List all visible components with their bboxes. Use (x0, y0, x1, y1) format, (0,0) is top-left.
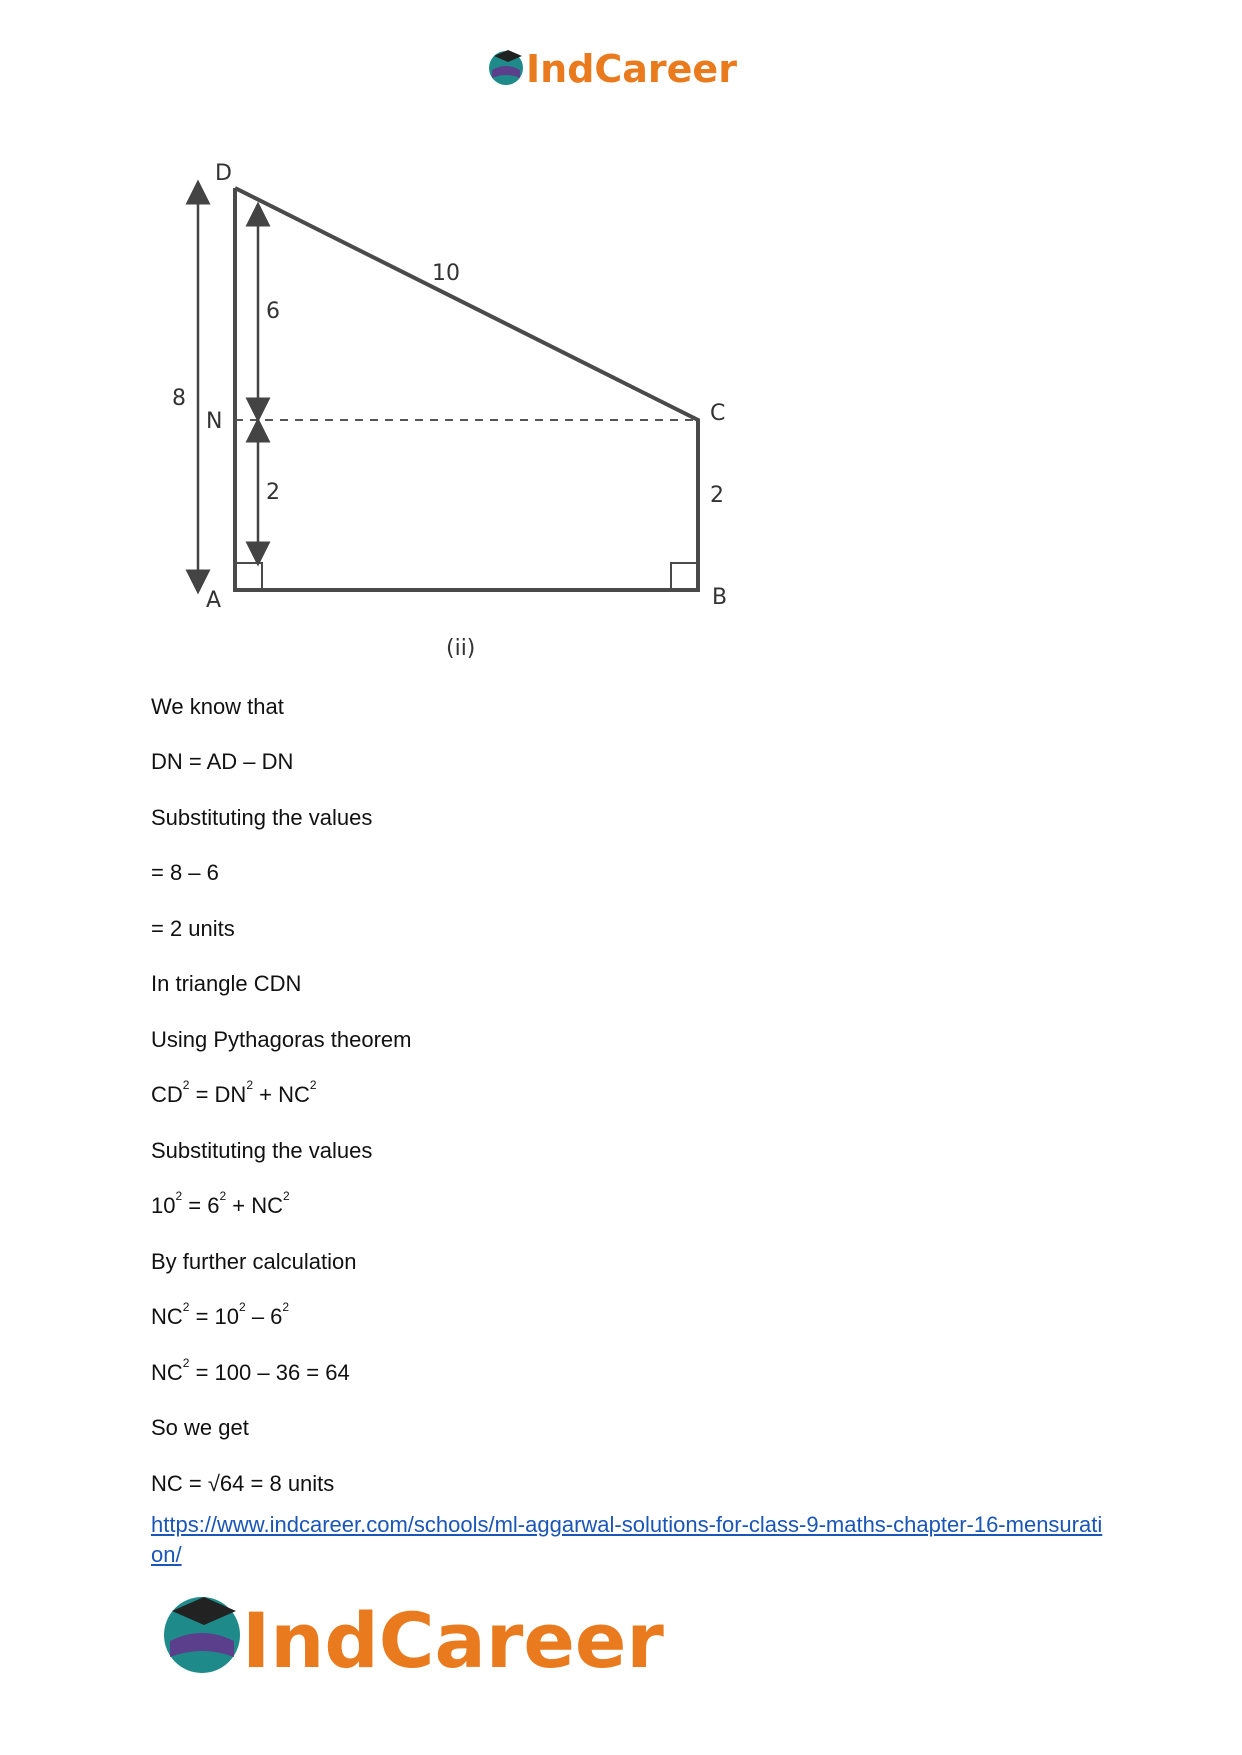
indcareer-logo-top (486, 42, 766, 92)
equation-line: $CD^2 = DN^2 + NC^2$ (151, 1078, 317, 1107)
right-angle-b (671, 563, 698, 590)
solution-line: We know that (151, 694, 284, 719)
label-d: D (215, 161, 232, 186)
logo-text: IndCareer (242, 1596, 664, 1680)
solution-line: So we get (151, 1415, 249, 1440)
solution-line: Substituting the values (151, 1138, 373, 1163)
solution-line: In triangle CDN (151, 971, 302, 996)
logo-text: IndCareer (526, 47, 737, 91)
label-n: N (206, 409, 223, 434)
label-c: C (710, 401, 726, 426)
equation-line: $10^2 = 6^2 + NC^2$ (151, 1189, 290, 1218)
right-angle-a (235, 563, 262, 590)
solution-line: = 8 – 6 (151, 860, 219, 885)
indcareer-logo-bottom (160, 1585, 705, 1680)
label-na-length: 2 (266, 480, 280, 505)
equation-line: $NC^2 = 100 - 36 = 64$ (151, 1356, 350, 1385)
label-a: A (206, 588, 222, 613)
trapezium-figure (150, 150, 750, 670)
trapezium-outline (235, 188, 698, 590)
label-ad-length: 8 (172, 386, 186, 411)
label-cb-length: 2 (710, 483, 724, 508)
equation-line: $NC^2 = 10^2 - 6^2$ (151, 1300, 290, 1329)
chapter-link[interactable]: https://www.indcareer.com/schools/ml-aggarwal-solutions-for-class-9-maths-chapter-16-mensuration/ (151, 1512, 1103, 1567)
solution-line: = 2 units (151, 916, 235, 941)
solution-line: By further calculation (151, 1249, 357, 1274)
solution-line: Substituting the values (151, 805, 373, 830)
solution-line: NC = √64 = 8 units (151, 1471, 335, 1496)
label-b: B (712, 585, 728, 610)
label-dn-length: 6 (266, 299, 280, 324)
label-dc-length: 10 (432, 261, 460, 286)
solution-line: DN = AD – DN (151, 749, 294, 774)
solution-line: Using Pythagoras theorem (151, 1027, 412, 1052)
figure-caption: (ii) (446, 636, 476, 661)
